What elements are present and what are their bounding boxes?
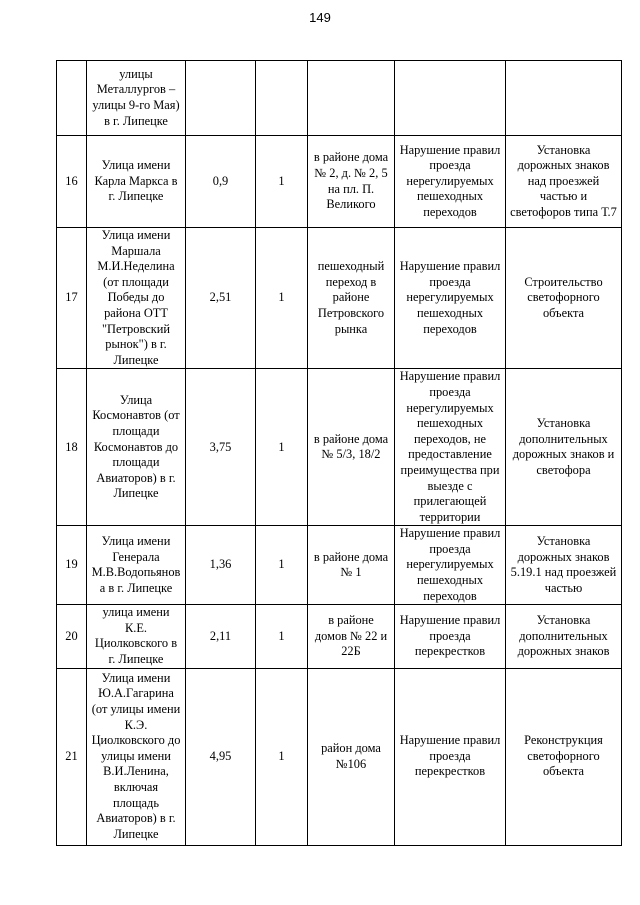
street-cell: Улица Космонавтов (от площади Космонавтов до площади Авиаторов) в г. Липецке (87, 369, 186, 526)
row-number-cell: 18 (57, 369, 87, 526)
row-number-cell: 17 (57, 228, 87, 369)
location-cell: район дома №106 (308, 668, 395, 845)
violation-cell: Нарушение правил проезда нерегулируемых пешеходных переходов, не предоставление преимущества при выезде с прилегающей территории (395, 369, 506, 526)
length-cell: 1,36 (186, 526, 256, 605)
measure-cell: Установка дополнительных дорожных знаков (506, 605, 622, 668)
violation-cell: Нарушение правил проезда перекрестков (395, 605, 506, 668)
count-cell: 1 (256, 136, 308, 228)
length-cell (186, 61, 256, 136)
table-row (57, 228, 622, 369)
street-cell: Улица имени Ю.А.Гагарина (от улицы имени К.Э. Циолковского до улицы имени В.И.Ленина, включая площадь Авиаторов) в г. Липецке (87, 668, 186, 845)
violation-cell: Нарушение правил проезда нерегулируемых пешеходных переходов (395, 136, 506, 228)
location-cell: пешеходный переход в районе Петровского рынка (308, 228, 395, 369)
measure-cell: Установка дополнительных дорожных знаков и светофора (506, 369, 622, 526)
location-cell: в районе дома № 1 (308, 526, 395, 605)
count-cell: 1 (256, 605, 308, 668)
table-row (57, 61, 622, 136)
violation-cell: Нарушение правил проезда нерегулируемых пешеходных переходов (395, 228, 506, 369)
location-cell: в районе дома № 5/3, 18/2 (308, 369, 395, 526)
count-cell: 1 (256, 668, 308, 845)
table-row (57, 136, 622, 228)
row-number-cell: 19 (57, 526, 87, 605)
street-cell: улицы Металлургов – улицы 9-го Мая) в г. Липецке (87, 61, 186, 136)
row-number-cell: 16 (57, 136, 87, 228)
count-cell: 1 (256, 526, 308, 605)
location-cell: в районе дома № 2, д. № 2, 5 на пл. П. Великого (308, 136, 395, 228)
table-row (57, 526, 622, 605)
length-cell: 3,75 (186, 369, 256, 526)
measure-cell (506, 61, 622, 136)
table-row (57, 369, 622, 526)
street-cell: Улица имени Маршала М.И.Неделина (от площади Победы до района ОТТ "Петровский рынок") в г. Липецке (87, 228, 186, 369)
street-cell: Улица имени Генерала М.В.Водопьянова в г. Липецке (87, 526, 186, 605)
length-cell: 2,11 (186, 605, 256, 668)
length-cell: 0,9 (186, 136, 256, 228)
measure-cell: Установка дорожных знаков 5.19.1 над проезжей частью (506, 526, 622, 605)
location-cell: в районе домов № 22 и 22Б (308, 605, 395, 668)
street-cell: Улица имени Карла Маркса в г. Липецке (87, 136, 186, 228)
row-number-cell (57, 61, 87, 136)
count-cell: 1 (256, 369, 308, 526)
row-number-cell: 20 (57, 605, 87, 668)
count-cell: 1 (256, 228, 308, 369)
length-cell: 4,95 (186, 668, 256, 845)
violation-cell (395, 61, 506, 136)
table-row (57, 605, 622, 668)
violation-cell: Нарушение правил проезда нерегулируемых пешеходных переходов (395, 526, 506, 605)
road-safety-table (56, 60, 622, 846)
street-cell: улица имени К.Е. Циолковского в г. Липецке (87, 605, 186, 668)
measure-cell: Строительство светофорного объекта (506, 228, 622, 369)
count-cell (256, 61, 308, 136)
measure-cell: Реконструкция светофорного объекта (506, 668, 622, 845)
page-number: 149 (309, 10, 331, 25)
measure-cell: Установка дорожных знаков над проезжей частью и светофоров типа Т.7 (506, 136, 622, 228)
length-cell: 2,51 (186, 228, 256, 369)
row-number-cell: 21 (57, 668, 87, 845)
table-row (57, 668, 622, 845)
location-cell (308, 61, 395, 136)
violation-cell: Нарушение правил проезда перекрестков (395, 668, 506, 845)
